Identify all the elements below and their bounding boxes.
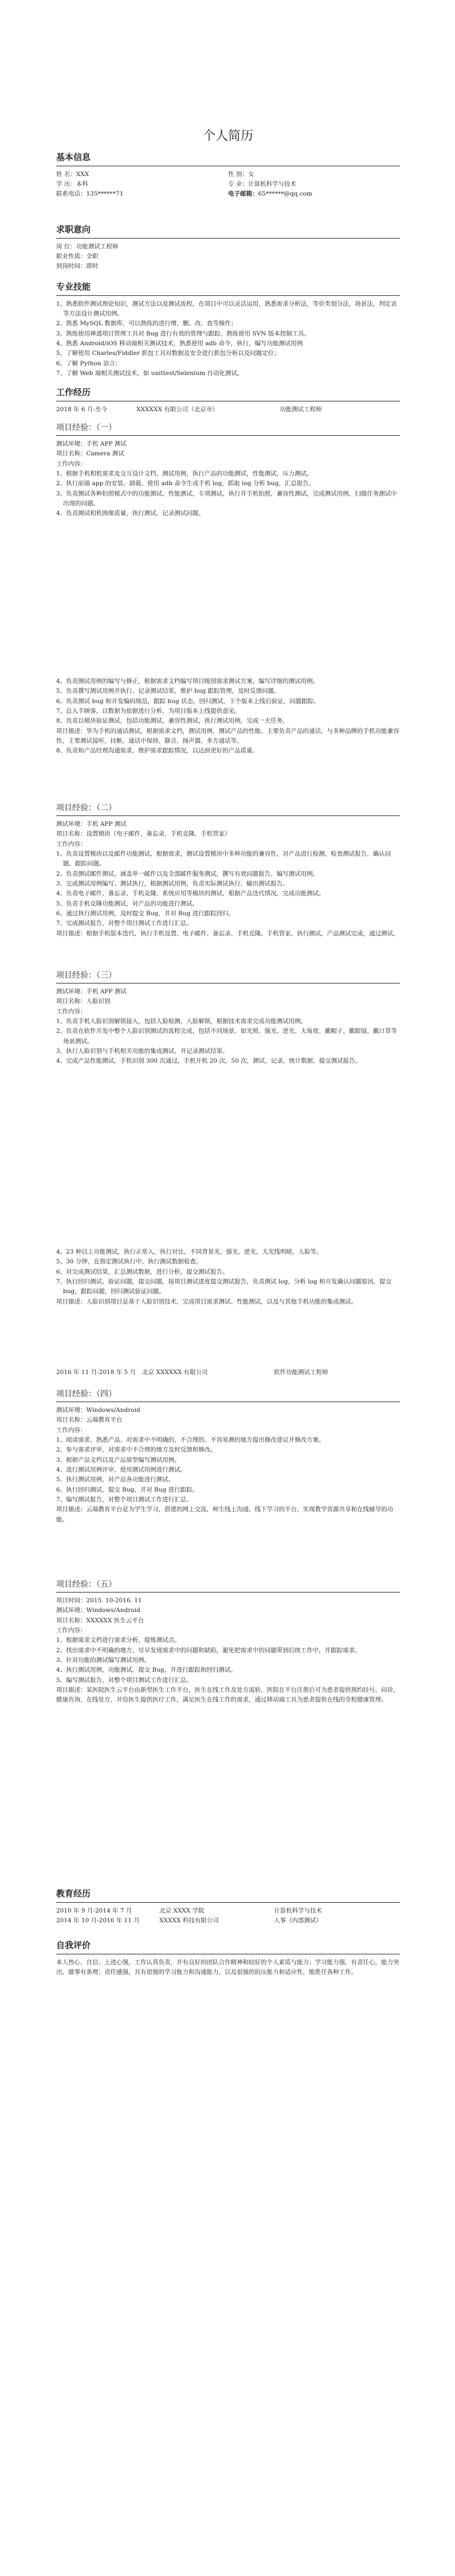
work-2 xyxy=(56,1368,400,1377)
project-name: 项目名称：XXXXXX 医生云平台 xyxy=(56,1617,144,1624)
divider xyxy=(56,815,400,816)
project-item: 2、负责在软件开发中整个人脸识别测试的流程完成，包括不同场景，如光照、强光、逆光、大角度、戴帽子、戴眼镜、戴口罩等场景测试。 xyxy=(56,1028,397,1045)
project-name: 项目名称：设置模块（电子邮件，备忘录，手机克隆，手机管家） xyxy=(56,830,231,838)
project-item: 4、完成产品性能测试，手机识别 300 次通过，手机开机 20 次，50 次，测试，记录，统计数据，提交测试报告。 xyxy=(56,1057,362,1065)
skill-item: 3、熟练使用禅道项目管理工具对 Bug 进行有效的管理与跟踪，熟练使用 SVN 版本控制工具。 xyxy=(56,330,311,337)
project-item: 7、执行回归测试、验证问题，提交问题，按项目测试进度提交测试报告，负责测试 log，分析 log 和开发确认问题原因，提交 bug，跟踪问题，回归测试验证问题。 xyxy=(56,1278,391,1295)
project-1-continued xyxy=(56,677,400,756)
project-3-title: 项目经验：（三） xyxy=(56,971,116,980)
resume-title: 个人简历 xyxy=(202,129,253,143)
major-label: 专 业： xyxy=(228,181,248,188)
project-env: 测试环境：手机 APP 测试 xyxy=(56,988,127,996)
project-item: 5、负责撰写测试用例并执行、记录测试结果，维护 bug 跟踪管理，及时反馈问题。 xyxy=(56,688,280,695)
self-eval-heading: 自我评价 xyxy=(56,1940,91,1950)
project-env: 测试环境：Windows/Android xyxy=(56,1407,140,1414)
project-content-label: 工作内容： xyxy=(56,1008,87,1015)
work-company: XXXXXX 有限公司（北京市） xyxy=(136,405,218,413)
divider xyxy=(56,238,400,239)
project-period: 项目时间：2015. 10-2016. 11 xyxy=(56,1597,142,1605)
project-3-continued xyxy=(56,1247,400,1307)
project-name: 项目名称：Camera 测试 xyxy=(56,450,124,458)
project-item: 3、执行人脸识别与手机相关功能的集成测试，并记录测试结果。 xyxy=(56,1047,229,1055)
work-company: 北京 XXXXXX 有限公司 xyxy=(142,1369,208,1376)
project-content-label: 工作内容： xyxy=(56,460,87,467)
skill-item: 7、了解 Web 端相关测试技术，如 unittest/Selenium 自动化测试。 xyxy=(56,369,244,377)
project-item: 6、负责测试 bug 和开发编码规范，跟踪 bug 状态，回归测试，下个版本上线后验证，问题跟踪。 xyxy=(56,697,320,705)
intent-heading: 求职意向 xyxy=(56,224,91,235)
edu-period: 2010 年 9 月-2014 年 7 月 xyxy=(56,1907,132,1914)
project-item: 1、阅读需求、熟悉产品、对需求中不明确的、不合理的、不容易测的地方提出修改建议并修改方案。 xyxy=(56,1437,325,1444)
project-item: 6、对完成测试结果，汇总测试数据，进行分析，提交测试报告。 xyxy=(56,1268,229,1275)
work-section xyxy=(56,385,400,415)
project-item: 4、23 种以上功能测试，执行正常入，执行对比，不同背景光，强光，逆光，大光线明暗，人脸等。 xyxy=(56,1248,323,1255)
project-item: 6、执行回归测试，提交 Bug，并对 Bug 进行跟踪。 xyxy=(56,1486,199,1493)
project-item: 5、执行测试用例，对产品各功能进行测试。 xyxy=(56,1476,175,1484)
skills-section xyxy=(56,280,400,378)
project-3 xyxy=(56,969,400,1067)
gender-value: 女 xyxy=(248,170,254,178)
project-item: 1、根据需求文档进行需求分析，提炼测试点。 xyxy=(56,1637,181,1644)
divider xyxy=(56,1902,400,1903)
project-item: 4、负责测试相机图像质量，执行测试，记录测试问题。 xyxy=(56,510,205,517)
work-position: 软件功能测试工程师 xyxy=(274,1369,328,1376)
project-4 xyxy=(56,1388,400,1525)
skill-item: 4、熟悉 Android/iOS 移动端相关测试技术，熟悉使用 adb 命令，执行，编写功能测试用例 xyxy=(56,340,303,347)
project-5-title: 项目经验：（五） xyxy=(56,1580,116,1589)
divider xyxy=(56,435,400,436)
project-1-title: 项目经验：（一） xyxy=(56,423,116,432)
project-item: 2、执行前端 app 的安装、卸载、使用 adb 命令生成手机 log，抓取 log 分析 bug，汇总报告。 xyxy=(56,480,315,487)
self-eval-section xyxy=(56,1938,400,1977)
project-item: 3、根据产品文档以及产品原型编写测试用例。 xyxy=(56,1456,181,1463)
project-content-label: 工作内容： xyxy=(56,840,87,848)
major-value: 计算机科学与技术 xyxy=(248,181,296,188)
skill-item: 6、了解 Python 语言； xyxy=(56,360,121,367)
project-item: 7、总入手顾客，以数据为依据进行分析，为项目版本上线提供意见。 xyxy=(56,707,241,715)
edu-value: 本科 xyxy=(76,181,88,188)
intent-line: 到岗时间：即时 xyxy=(56,263,99,270)
project-item: 8、负责以模块验证测试，包括功能测试，兼容性测试，执行测试用例，完成一天任务， xyxy=(56,717,289,725)
project-env: 测试环境：Windows/Android xyxy=(56,1607,140,1614)
project-name: 项目名称：云端教育平台 xyxy=(56,1416,123,1424)
project-item: 1、根据手机相机需求及交互设计文档，测试用例，执行产品的功能测试，性能测试，压力测试。 xyxy=(56,470,313,478)
project-item: 3、针对功能的测试编写测试用例。 xyxy=(56,1656,151,1664)
intent-line: 岗 位：功能测试工程师 xyxy=(56,243,119,250)
project-item: 2、参与需求评审，对需求中不合理的地方及时反馈和修改。 xyxy=(56,1446,217,1454)
project-2 xyxy=(56,802,400,939)
phone-value: 135******71 xyxy=(86,190,124,198)
project-item: 5、负责手机克隆功能测试，对产品的功能进行测试。 xyxy=(56,900,199,907)
divider xyxy=(56,295,400,296)
phone-label: 联系电话： xyxy=(56,190,87,198)
name-value: XXX xyxy=(76,170,89,178)
project-item: 4、负责测试用例的编写与修正，根据需求文档编写项目级别需求测试方案，编写详细的测试用例。 xyxy=(56,678,319,685)
project-desc: 项目描述：华为手机的通话测试，根据需求文档，测试用例，测试产品的性能。主要负责产品的通话，与多种品牌的手机功能兼容性，主要测试接听，挂断，通话中保持，静音，扬声器，多方通话等。 xyxy=(56,727,399,744)
intent-section xyxy=(56,223,400,272)
project-item: 5、30 分钟，在指定测试执行中，执行测试数据检查。 xyxy=(56,1258,202,1266)
skills-heading: 专业技能 xyxy=(56,282,91,292)
self-eval-text: 本人热心、自信、上进心强，工作认真负责，并有良好的团队合作精神和较好的个人素质与能力；学习能力强，有责任心，能力突出，做事有条理；责任感强，具有很强的学习能力和沟通能力，以及很强的抗压能力和适应性，能胜任各种工作。 xyxy=(56,1958,399,1976)
project-1 xyxy=(56,421,400,519)
project-item: 1、负责设置模块以及邮件功能测试，根据需求，测试设置模块中多种功能的兼容性，对产品进行检测，检查测试报告，确认问题，跟踪问题。 xyxy=(56,850,391,868)
edu-major: 计算机科学与技术 xyxy=(274,1907,322,1914)
project-note: 8、负责和产品经理沟通需求，维护需求跟踪情况，以达到更好的产品质量。 xyxy=(56,747,259,755)
project-item: 3、负责测试各种拍照模式中的功能测试，性能测试，专项测试，执行并手机拍照，兼容性测试，完成测试用例，扫描任务测试中出现的问题。 xyxy=(56,490,397,507)
project-item: 1、负责手机人脸识别解锁接入，包括人脸检测，人脸解锁，根据技术需求完成功能测试用例。 xyxy=(56,1018,307,1025)
project-item: 2、负责测试邮件测试，涵盖单一邮件以及全部邮件服务测试，撰写有效问题报告，编写测试用例。 xyxy=(56,870,319,877)
skill-item: 5、了解使用 Charles/Fiddler 抓包工具对数据及安全进行抓包分析以及问题定位； xyxy=(56,350,280,357)
project-env: 测试环境：手机 APP 测试 xyxy=(56,440,127,448)
work-position: 功能测试工程师 xyxy=(280,405,322,413)
project-item: 7、完成测试报告，对整个项目测试工作进行汇总。 xyxy=(56,920,193,927)
project-desc: 项目描述：人脸识别项目是基于人脸识别技术，完成项目需求测试、性能测试，以及与其他手机功能的集成测试。 xyxy=(56,1298,357,1305)
project-item: 5、编写测试报告，对整个项目测试工作进行汇总。 xyxy=(56,1676,193,1684)
project-name: 项目名称：人脸识别 xyxy=(56,998,111,1005)
basic-info-section xyxy=(56,150,400,200)
basic-info-heading: 基本信息 xyxy=(56,152,91,162)
project-desc: 项目描述：根据手机版本迭代，执行手机设置、电子邮件、备忘录、手机克隆、手机管家，执行测试，产品测试完成，通过测试。 xyxy=(56,930,399,937)
email-value: 65******@qq.com xyxy=(258,190,312,198)
project-item: 4、负责电子邮件、备忘录、手机克隆、系统应用等模块的测试，根据产品迭代情况，完成功能测试。 xyxy=(56,890,325,897)
project-content-label: 工作内容： xyxy=(56,1426,87,1434)
project-5 xyxy=(56,1578,400,1705)
edu-label: 学 历： xyxy=(56,181,76,188)
edu-period-2: 2014 年 10 月-2016 年 11 月 xyxy=(56,1917,140,1925)
project-content-label: 工作内容： xyxy=(56,1627,87,1634)
work-period: 2018 年 6 月-至今 xyxy=(56,405,107,413)
intent-line: 职业性质：全职 xyxy=(56,253,99,260)
edu-role-2: 人事（内部测试） xyxy=(274,1917,322,1925)
skill-item: 2、熟悉 MySQL 数据库，可以熟练的进行增、删、改、查等操作； xyxy=(56,320,237,327)
edu-company-2: XXXXX 科技有限公司 xyxy=(159,1917,219,1925)
divider xyxy=(56,1592,400,1593)
project-item: 6、通过执行测试用例，及时提交 Bug，并对 Bug 进行跟踪回归。 xyxy=(56,910,235,917)
education-heading: 教育经历 xyxy=(56,1888,91,1899)
project-item: 4、执行测试用例，功能测试，提交 Bug，并进行跟踪和回归测试。 xyxy=(56,1666,237,1674)
edu-school: 北京 XXXX 学院 xyxy=(159,1907,205,1914)
project-2-title: 项目经验：（二） xyxy=(56,803,116,813)
project-desc: 项目描述：某医院医生云平台由新型医生工作平台，医生在线工作及处方流转，医院在平台注册后可为患者提供预约挂号，问诊，健康咨询，在线处方，并给医生提供医疗工作，满足医生在线工作的需求，通过移动端工具为患者提供在线的全程健康管理。 xyxy=(56,1686,399,1704)
email-label: 电子邮箱： xyxy=(228,190,258,198)
project-item: 3、完成测试用例编写、测试执行，根据测试用例，负责实际测试执行，输出测试报告。 xyxy=(56,880,289,887)
work-heading: 工作经历 xyxy=(56,387,91,397)
gender-label: 性 别： xyxy=(228,170,248,178)
project-desc: 项目描述：云端教育平台是为学生学习，搭建的网上交流，师生线上沟通、线下学习的平台，实现教学资源共享和在线辅导的功能。 xyxy=(56,1506,393,1523)
project-item: 4、进行测试用例评审，使用测试用例进行测试。 xyxy=(56,1466,187,1473)
project-item: 7、编写测试报告，对整个项目测试工作进行汇总。 xyxy=(56,1496,193,1503)
name-label: 姓 名： xyxy=(56,170,76,178)
project-4-title: 项目经验：（四） xyxy=(56,1390,116,1399)
education-section xyxy=(56,1887,400,1926)
project-env: 测试环境：手机 APP 测试 xyxy=(56,821,127,828)
project-item: 2、找出需求中不明确的地方，尽早发现需求中的问题和缺陷，避免把需求中的问题带到后续工作中，并跟踪需求。 xyxy=(56,1646,361,1654)
skill-item: 1、熟悉软件测试理论知识，测试方法以及测试流程，在项目中可以灵活运用，熟悉需求分析法，等价类划分法，场景法，判定表等方法设计测试用例。 xyxy=(56,300,397,318)
work-period: 2016 年 11 月-2018 年 5 月 xyxy=(56,1369,136,1376)
